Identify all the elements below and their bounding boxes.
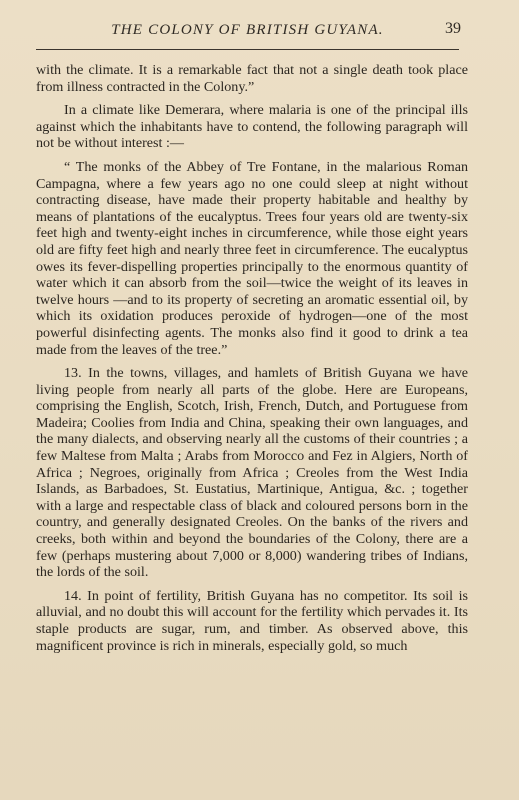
page-number: 39 bbox=[445, 20, 461, 37]
header-rule bbox=[36, 49, 459, 50]
page-body bbox=[36, 62, 468, 654]
paragraph-14-fertility: 14. In point of fertility, British Guyana has no competitor. Its soil is alluvial, and no doubt this will account for the fertility which pervades it. Its staple products are sugar, rum, and timber. As observed above, this magnificent province is rich in minerals, especially gold, so much bbox=[36, 587, 468, 654]
paragraph-malaria-intro: In a climate like Demerara, where malaria is one of the principal ills against which the inhabitants have to contend, the following paragraph will not be without interest :— bbox=[36, 102, 468, 152]
page-header bbox=[36, 22, 459, 44]
running-title: THE COLONY OF BRITISH GUYANA. bbox=[111, 22, 384, 38]
paragraph-eucalyptus-quote: “ The monks of the Abbey of Tre Fontane, in the malarious Roman Campagna, where a few years ago no one could sleep at night without contracting disease, have made their property habitable and healthy by means of plantations of the eucalyptus. Trees four years old are twenty-six feet high and twenty-eight inches in circumference, while those eight years old are fifty feet high and nearly three feet in circumference. The eucalyptus owes its fever-dispelling properties principally to the enormous quantity of water which it can absorb from the soil—twice the weight of its leaves in twelve hours —and to its property of secreting an aromatic essential oil, by which its oxidation produces peroxide of hydrogen—one of the most powerful disinfecting agents. The monks also find it good to drink a tea made from the leaves of the tree.” bbox=[36, 158, 468, 358]
paragraph-continuation: with the climate. It is a remarkable fact that not a single death took place from illness contracted in the Colony.” bbox=[36, 62, 468, 95]
paragraph-13-population: 13. In the towns, villages, and hamlets of British Guyana we have living people from nearly all parts of the globe. Here are Europeans, comprising the English, Scotch, Irish, French, Dutch, and Portuguese from Madeira; Coolies from India and China, speaking their own languages, and the many dialects, and observing nearly all the customs of their countries ; a few Maltese from Malta ; Arabs from Morocco and Fez in Algiers, North of Africa ; Negroes, originally from Africa ; Creoles from the West India Islands, as Barbadoes, St. Eustatius, Martinique, Antigua, &c. ; together with a large and respectable class of black and coloured persons born in the country, and generally designated Creoles. On the banks of the rivers and creeks, both within and beyond the boundaries of the Colony, there are a few (perhaps mustering about 7,000 or 8,000) wandering tribes of Indians, the lords of the soil. bbox=[36, 365, 468, 581]
